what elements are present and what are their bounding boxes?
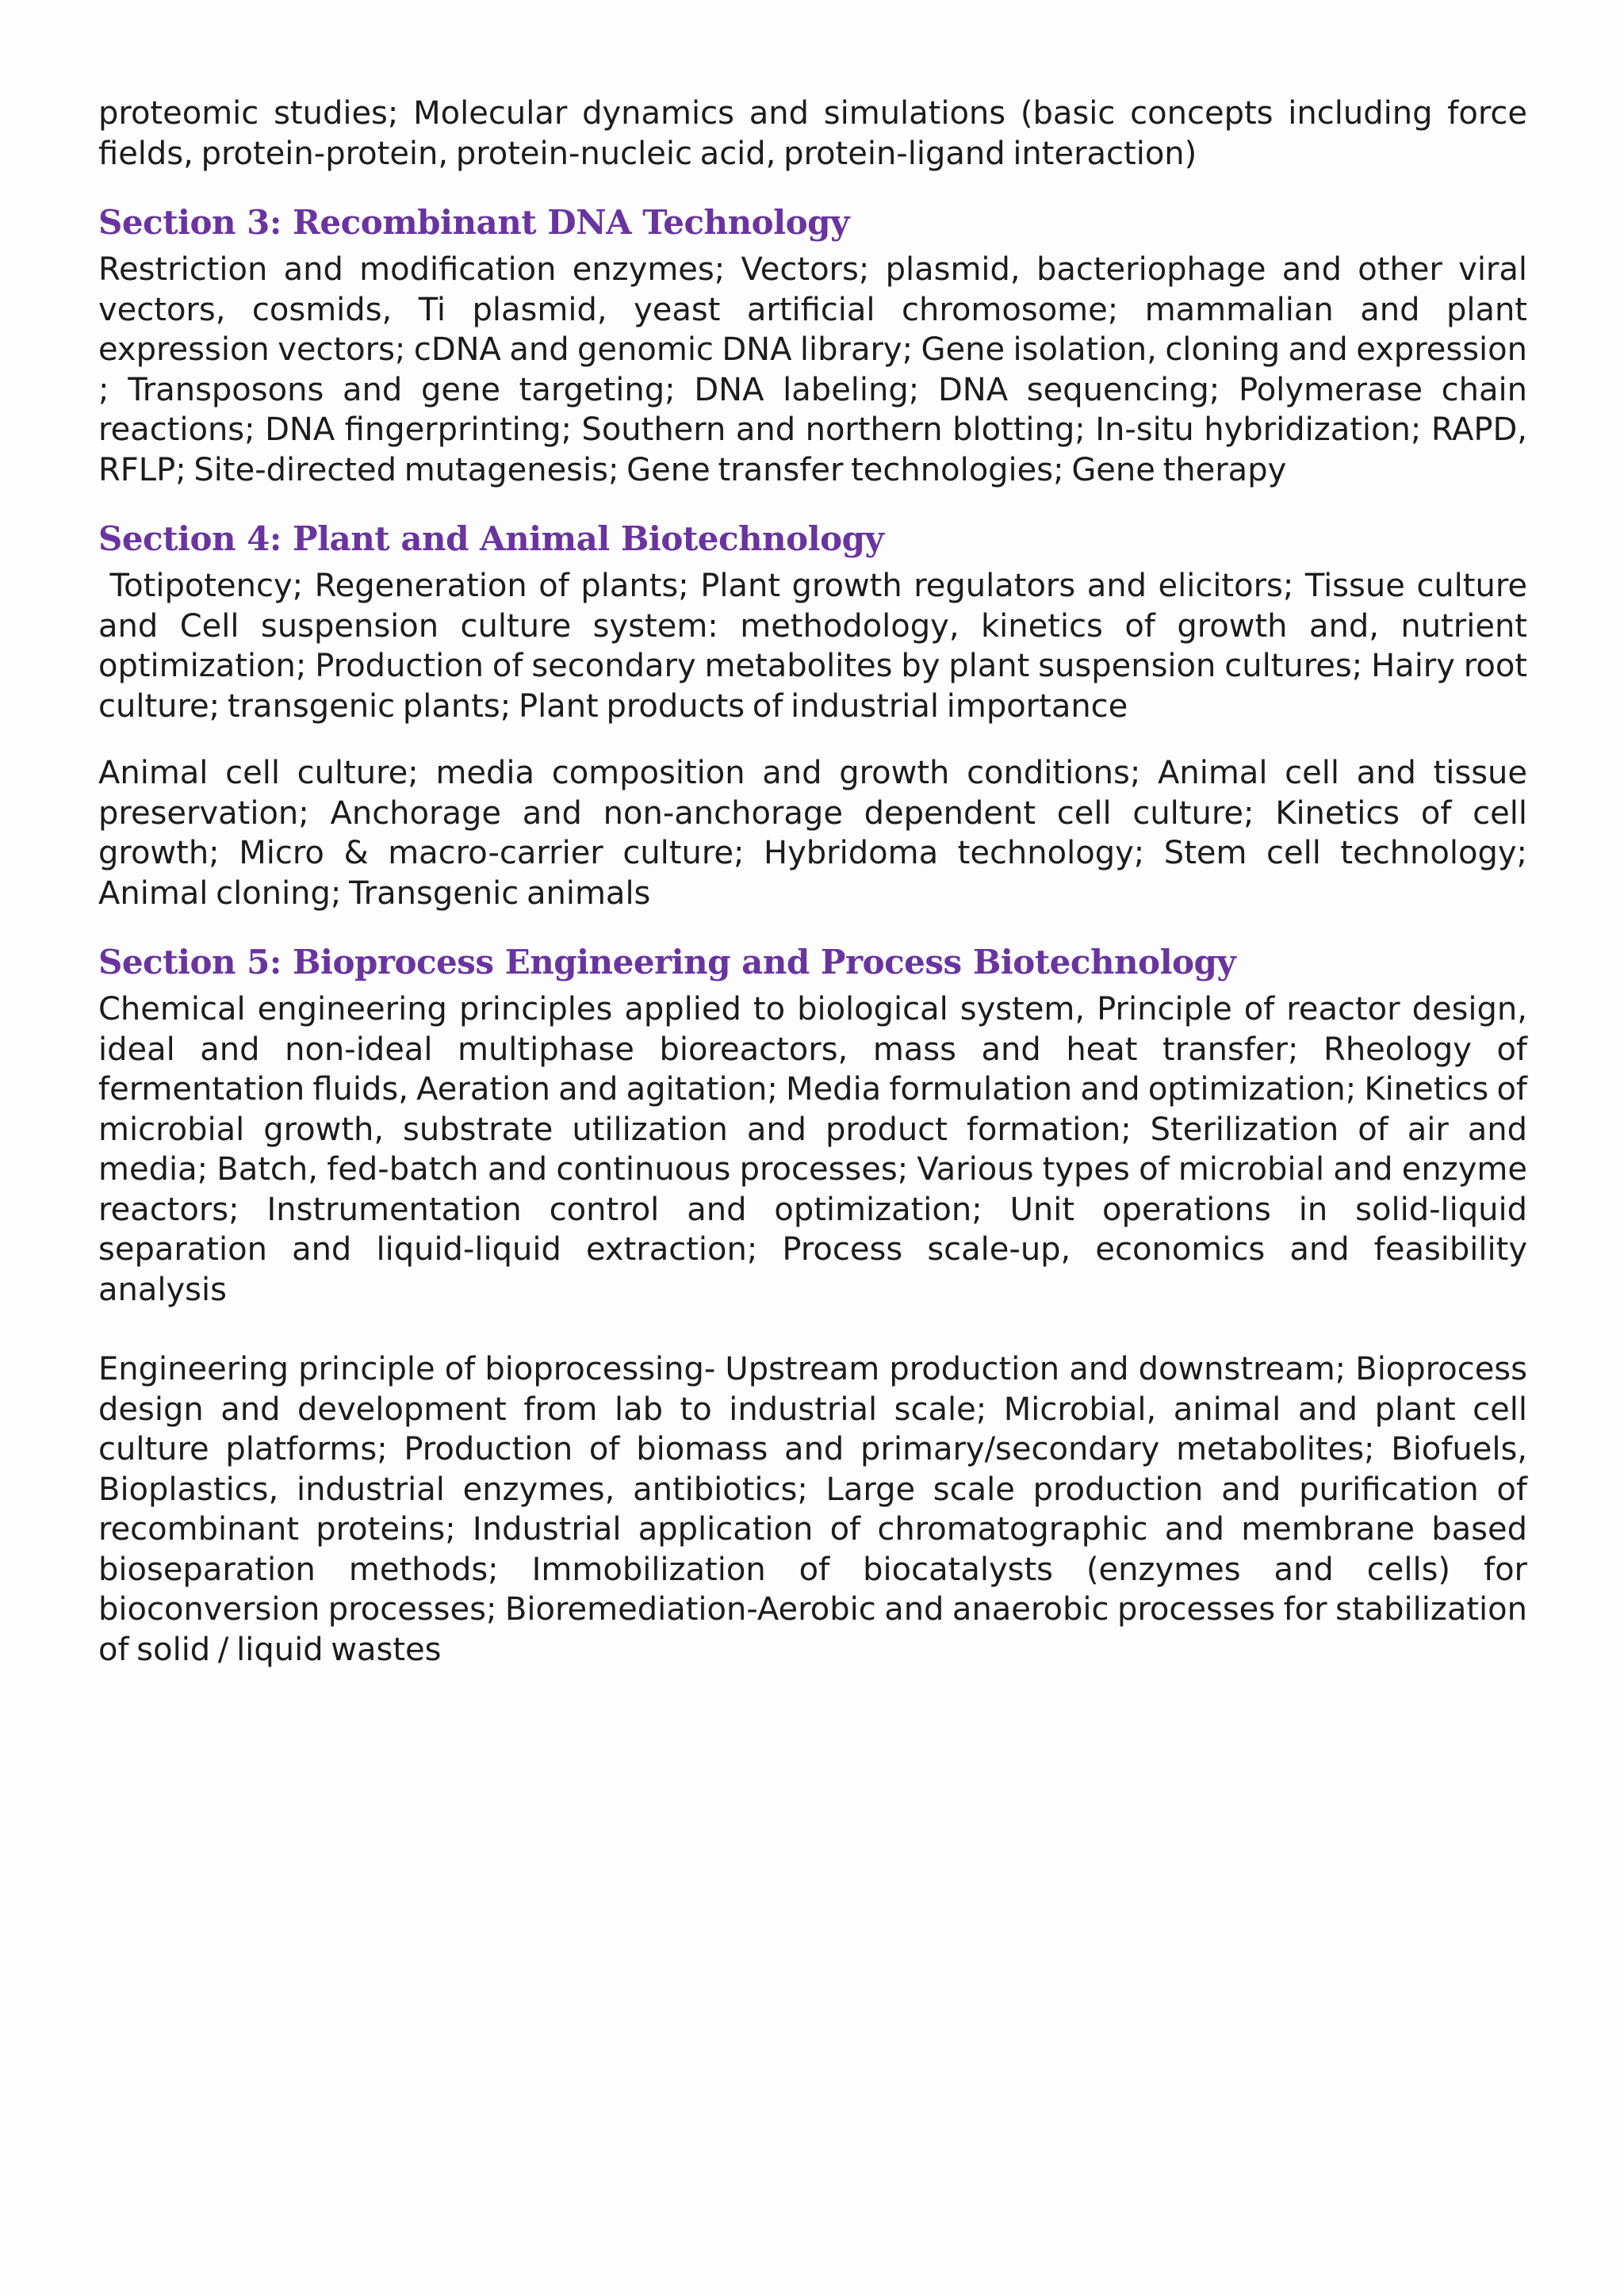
section-3-body: Restriction and modification enzymes; Vectors; plasmid, bacteriophage and other viral vectors, cosmids, Ti plasmid, yeast artificial chromosome; mammalian and plant expression vectors; cDNA and genomic DNA library; Gene isolation, cloning and expression ; Transposons and gene targeting; DNA labeling; DNA sequencing; Polymerase chain reactions; DNA fingerprinting; Southern and northern blotting; In-situ hybridization; RAPD, RFLP; Site-directed mutagenesis; Gene transfer technologies; Gene therapy: [98, 251, 1527, 488]
section-4-plant-body: Totipotency; Regeneration of plants; Plant growth regulators and elicitors; Tissue culture and Cell suspension culture system: methodology, kinetics of growth and, nutrient optimization; Production of secondary metabolites by plant suspension cultures; Hairy root culture; transgenic plants; Plant products of industrial importance: [98, 568, 1535, 725]
section-5-title: Section 5: Bioprocess Engineering and Process Biotechnology: [98, 943, 1236, 982]
section-5-bioprocessing-body: Engineering principle of bioprocessing- Upstream production and downstream; Bioprocess design and development from lab to industrial scale; Microbial, animal and plant cell culture platforms; Production of biomass and primary/secondary metabolites; Biofuels, Bioplastics, industrial enzymes, antibiotics; Large scale production and purification of recombinant proteins; Industrial application of chromatographic and membrane based bioseparation methods; Immobilization of biocatalysts (enzymes and cells) for bioconversion processes; Bioremediation-Aerobic and anaerobic processes for stabilization of solid / liquid wastes: [98, 1351, 1527, 1668]
document-page: [98, 94, 1535, 1670]
section-4-title: Section 4: Plant and Animal Biotechnology: [98, 519, 884, 558]
intro-paragraph: proteomic studies; Molecular dynamics and simulations (basic concepts including force fields, protein-protein, protein-nucleic acid, protein-ligand interaction): [98, 95, 1527, 172]
section-4-animal-body: Animal cell culture; media composition and growth conditions; Animal cell and tissue preservation; Anchorage and non-anchorage dependent cell culture; Kinetics of cell growth; Micro & macro-carrier culture; Hybridoma technology; Stem cell technology; Animal cloning; Transgenic animals: [98, 755, 1527, 912]
section-3-title: Section 3: Recombinant DNA Technology: [98, 203, 849, 242]
section-5-engineering-body: Chemical engineering principles applied to biological system, Principle of reactor design, ideal and non-ideal multiphase bioreactors, mass and heat transfer; Rheology of fermentation fluids, Aeration and agitation; Media formulation and optimization; Kinetics of microbial growth, substrate utilization and product formation; Sterilization of air and media; Batch, fed-batch and continuous processes; Various types of microbial and enzyme reactors; Instrumentation control and optimization; Unit operations in solid-liquid separation and liquid-liquid extraction; Process scale-up, economics and feasibility analysis: [98, 991, 1527, 1308]
